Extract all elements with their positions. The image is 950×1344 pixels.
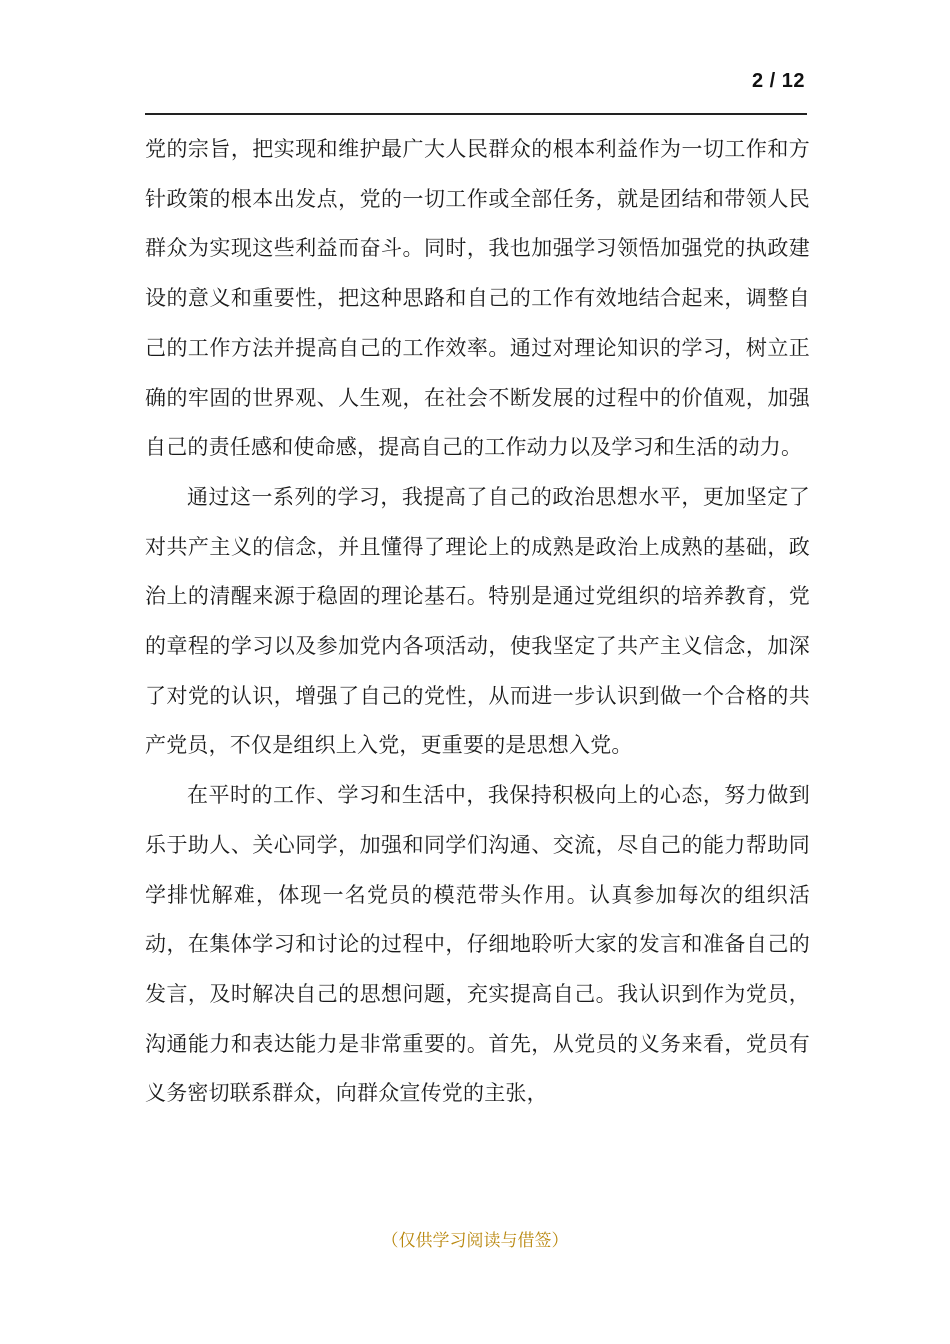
paragraph-continued: 党的宗旨，把实现和维护最广大人民群众的根本利益作为一切工作和方针政策的根本出发点，党的一切工作或全部任务，就是团结和带领人民群众为实现这些利益而奋斗。同时，我也加强学习领悟加强党的执政建设的意义和重要性，把这种思路和自己的工作有效地结合起来，调整自己的工作方法并提高自己的工作效率。通过对理论知识的学习，树立正确的牢固的世界观、人生观，在社会不断发展的过程中的价值观，加强自己的责任感和使命感，提高自己的工作动力以及学习和生活的动力。 (145, 137, 810, 460)
paragraph-political-study: 通过这一系列的学习，我提高了自己的政治思想水平，更加坚定了对共产主义的信念，并且懂得了理论上的成熟是政治上成熟的基础，政治上的清醒来源于稳固的理论基石。特别是通过党组织的培养教育，党的章程的学习以及参加党内各项活动，使我坚定了共产主义信念，加深了对党的认识，增强了自己的党性，从而进一步认识到做一个合格的共产党员，不仅是组织上入党，更重要的是思想入党。 (145, 484, 810, 758)
paragraph-daily-conduct: 在平时的工作、学习和生活中，我保持积极向上的心态，努力做到乐于助人、关心同学，加强和同学们沟通、交流，尽自己的能力帮助同学排忧解难，体现一名党员的模范带头作用。认真参加每次的组织活动，在集体学习和讨论的过程中，仔细地聆听大家的发言和准备自己的发言，及时解决自己的思想问题，充实提高自己。我认识到作为党员，沟通能力和表达能力是非常重要的。首先，从党员的义务来看，党员有义务密切联系群众，向群众宣传党的主张， (145, 783, 810, 1106)
footer-disclaimer: （仅供学习阅读与借签） (381, 1231, 569, 1251)
header-divider (145, 113, 807, 115)
page-number: 2 / 12 (751, 70, 805, 92)
document-body (145, 125, 810, 1119)
